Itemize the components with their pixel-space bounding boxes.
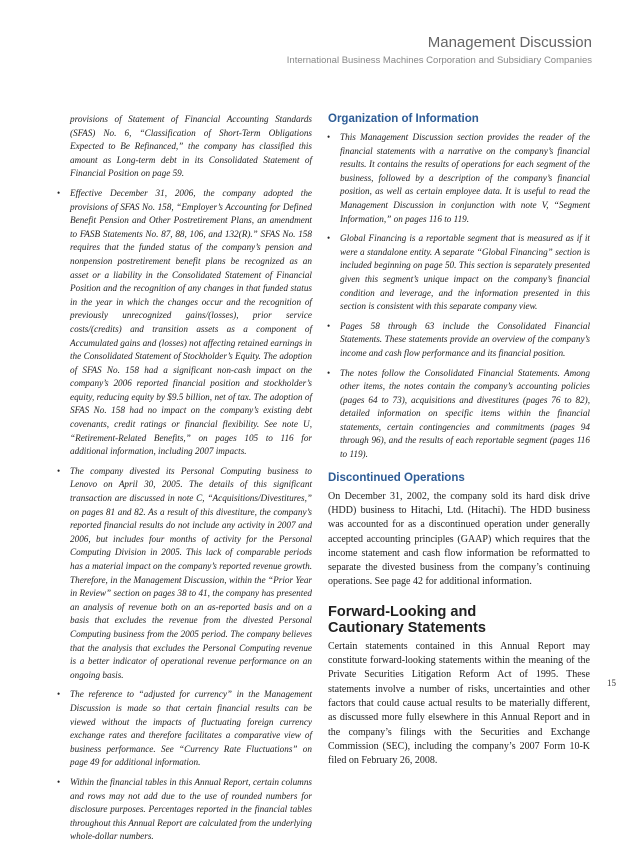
org-bullet-item bbox=[328, 232, 590, 314]
discontinued-heading: Discontinued Operations bbox=[328, 471, 465, 484]
left-bullet-item bbox=[58, 465, 312, 683]
right-column bbox=[328, 113, 590, 768]
page-number: 15 bbox=[607, 678, 616, 688]
left-bullet-text: The company divested its Personal Computing business to Lenovo on April 30, 2005. The details of this significant transaction are discussed in note C, “Acquisitions/Divestitures,” on pages 81 and 82. As a result of this divestiture, the company’s reported financial results do not include any activity in 2007 and 2006, but includes four months of activity for the Personal Computing Division in 2005. This lack of comparable periods has a material impact on the company’s reported revenue growth. Therefore, in the Management Discussion, within the “Prior Year in Review” section on pages 38 to 41, the company has presented an analysis of revenue both on an as-reported basis and on a basis that excludes the revenue from the divested Personal Computing business from the 2005 period. The company believes that the analysis that excludes the Personal Computing revenue is a better indicator of operational revenue performance on an ongoing basis. bbox=[70, 465, 312, 680]
org-bullet-text: Global Financing is a reportable segment that is measured as if it were a standalone entity. A separate “Global Financing” section is included beginning on page 50. This section is separately presented given this segment’s unique impact on the company’s financial condition and leverage, and the information presented in this section is consistent with this separate company view. bbox=[340, 233, 590, 312]
left-bullet-text: Effective December 31, 2006, the company adopted the provisions of SFAS No. 158, “Employer’s Accounting for Defined Benefit Pension and Other Postretirement Plans, an amendment to FASB Statements No. 87, 88, 106, and 132(R).” SFAS No. 158 requires that the funded status of the company’s pension and nonpension postretirement benefit plans be recognized as an asset or a liability in the Consolidated Statement of Financial Position and the recognition of any changes in that funded status in the year in which the changes occur and the recognition of previously unrecognized gains/(losses), prior service costs/(credits) and transition assets as a component of Accumulated gains and (losses) not affecting retained earnings in the Consolidated Statement of Stockholder’s Equity. The adoption of SFAS No. 158 had a significant non-cash impact on the company’s 2006 reported financial position and stockholder’s equity, reducing equity by $9.5 billion, net of tax. The adoption of SFAS No. 158 had no impact on the company’s existing debt covenants, credit ratings or financial flexibility. See note U, “Retirement-Related Benefits,” on pages 105 to 116 for additional information, including 2007 impacts. bbox=[70, 187, 312, 457]
continuation-paragraph: provisions of Statement of Financial Accounting Standards (SFAS) No. 6, “Classification of Short-Term Obligations Expected to Be Refinanced,” the company has classified this amount as Long-term debt in its Consolidated Statement of Financial Position on page 59. bbox=[70, 114, 312, 179]
forward-looking-paragraph: Certain statements contained in this Annual Report may constitute forward-looking statements within the meaning of the Private Securities Litigation Reform Act of 1995. These statements involve a number of risks, uncertainties and other factors that could cause actual results to be materially different, as discussed more fully elsewhere in this Annual Report and in the company’s filings with the Securities and Exchange Commission (SEC), including the company’s 2007 Form 10-K filed on February 26, 2008. bbox=[328, 640, 590, 767]
forward-looking-heading-line2: Cautionary Statements bbox=[328, 619, 486, 636]
organization-heading: Organization of Information bbox=[328, 113, 479, 125]
org-bullet-item bbox=[328, 131, 590, 226]
left-bullet-item bbox=[58, 776, 312, 844]
page-header-title: Management Discussion bbox=[427, 34, 592, 51]
forward-looking-heading bbox=[328, 604, 590, 636]
left-bullet-item bbox=[58, 187, 312, 459]
left-bullet-text: The reference to “adjusted for currency” in the Management Discussion is made so that certain financial results can be viewed without the impacts of fluctuating foreign currency exchange rates and therefore facilitates a comparative view of business performance. See “Currency Rate Fluctuations” on page 49 for additional information. bbox=[70, 689, 312, 768]
page-header-subtitle: International Business Machines Corporation and Subsidiary Companies bbox=[286, 55, 592, 66]
bullet-icon: • bbox=[57, 465, 61, 476]
left-column bbox=[58, 113, 312, 850]
org-bullet-text: Pages 58 through 63 include the Consolidated Financial Statements. These statements provide an overview of the company’s income and cash flow performance and its financial position. bbox=[340, 320, 590, 358]
org-bullet-item bbox=[328, 320, 590, 361]
bullet-icon: • bbox=[327, 320, 331, 331]
bullet-icon: • bbox=[57, 187, 61, 198]
org-bullet-item bbox=[328, 367, 590, 462]
org-bullet-text: The notes follow the Consolidated Financial Statements. Among other items, the notes contain the company’s accounting policies (pages 64 to 73), acquisitions and divestitures (pages 76 to 82), detailed information on specific items within the financial statements, certain contingencies and commitments (pages 94 through 96), and the results of each reportable segment (pages 116 to 119). bbox=[340, 367, 590, 460]
bullet-icon: • bbox=[327, 367, 331, 378]
bullet-icon: • bbox=[327, 233, 331, 244]
org-bullet-text: This Management Discussion section provides the reader of the financial statements with a narrative on the company’s financial results. It contains the results of operations for each segment of the business, followed by a description of the company’s financial position, as well as certain employee data. It is useful to read the Management Discussion in conjunction with note V, “Segment Information,” on pages 116 to 119. bbox=[340, 132, 590, 224]
bullet-icon: • bbox=[57, 776, 61, 787]
left-bullet-item bbox=[58, 688, 312, 770]
left-bullet-text: Within the financial tables in this Annual Report, certain columns and rows may not add due to the use of rounded numbers for disclosure purposes. Percentages reported in the financial tables throughout this Annual Report are calculated from the underlying whole-dollar numbers. bbox=[70, 776, 312, 842]
bullet-icon: • bbox=[327, 132, 331, 142]
bullet-icon: • bbox=[57, 689, 61, 700]
discontinued-paragraph: On December 31, 2002, the company sold its hard disk drive (HDD) business to Hitachi, Ltd. (Hitachi). The HDD business was accounted for as a discontinued operation under generally accepted accounting principles (GAAP) which requires that the income statement and cash flow information be reformatted to separate the divested business from the company’s continuing operations. See page 42 for additional information. bbox=[328, 490, 590, 588]
forward-looking-heading-line1: Forward-Looking and bbox=[328, 603, 477, 620]
